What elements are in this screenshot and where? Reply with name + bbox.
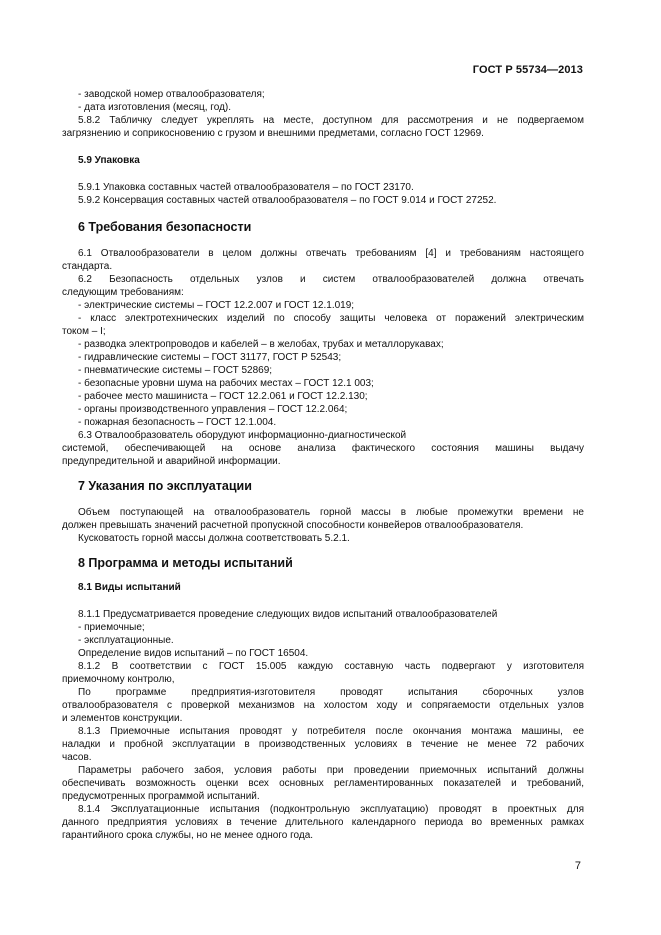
paragraph-line: данного предприятия условиях в течение длительного календарного периода во временных рамках xyxy=(62,817,584,828)
list-item: - электрические системы – ГОСТ 12.2.007 и ГОСТ 12.1.019; xyxy=(78,300,355,311)
paragraph-line: Определение видов испытаний – по ГОСТ 16504. xyxy=(78,648,309,659)
subsection-heading: 8.1 Виды испытаний xyxy=(78,582,181,593)
paragraph-line: загрязнению и соприкосновению с грузом и внешними предметами, согласно ГОСТ 12969. xyxy=(62,128,484,139)
page-body xyxy=(62,88,584,842)
paragraph-line: 8.1.1 Предусматривается проведение следующих видов испытаний отвалообразователей xyxy=(78,609,498,620)
paragraph-line: приемочному контролю, xyxy=(62,674,175,685)
paragraph-line: 5.9.1 Упаковка составных частей отвалообразователя – по ГОСТ 23170. xyxy=(78,182,414,193)
list-item: - эксплуатационные. xyxy=(78,635,174,646)
paragraph-line: 8.1.4 Эксплуатационные испытания (подконтрольную эксплуатацию) проводят в проектных для xyxy=(78,804,584,815)
paragraph-line: отвалообразователя с проверкой механизмов на холостом ходу и сопрягаемости отдельных узлов xyxy=(62,700,584,711)
paragraph-line: и элементов конструкции. xyxy=(62,713,183,724)
paragraph-line: наладки и пробной эксплуатации в производственных условиях в течение не менее 72 рабочих xyxy=(62,739,584,750)
paragraph-line: током – I; xyxy=(62,326,106,337)
paragraph-line: стандарта. xyxy=(62,261,113,272)
list-item: - органы производственного управления – ГОСТ 12.2.064; xyxy=(78,404,348,415)
paragraph-line: предупредительной и аварийной информации. xyxy=(62,456,281,467)
paragraph-line: часов. xyxy=(62,752,92,763)
section-heading: 8 Программа и методы испытаний xyxy=(78,556,293,570)
list-item: - заводской номер отвалообразователя; xyxy=(78,89,265,100)
paragraph-line: 6.3 Отвалообразователь оборудуют информационно-диагностической xyxy=(78,430,407,441)
paragraph-line: предусмотренных программой испытаний. xyxy=(62,791,260,802)
paragraph-line: обеспечивать возможность оценки всех основных регламентированных показателей и требований, xyxy=(62,778,584,789)
paragraph-line: По программе предприятия-изготовителя проводят испытания сборочных узлов xyxy=(78,687,584,698)
section-heading: 7 Указания по эксплуатации xyxy=(78,479,252,493)
list-item: - пневматические системы – ГОСТ 52869; xyxy=(78,365,273,376)
section-heading: 6 Требования безопасности xyxy=(78,220,252,234)
subsection-heading: 5.9 Упаковка xyxy=(78,155,140,166)
list-item: - класс электротехнических изделий по способу защиты человека от поражений электрическим xyxy=(78,313,584,324)
paragraph-line: Параметры рабочего забоя, условия работы при проведении приемочных испытаний должны xyxy=(78,765,584,776)
paragraph-line: гарантийного срока службы, но не менее одного года. xyxy=(62,830,314,841)
paragraph-line: 5.9.2 Консервация составных частей отвалообразователя – по ГОСТ 9.014 и ГОСТ 27252. xyxy=(78,195,497,206)
paragraph-line: должен превышать значений расчетной пропускной способности конвейеров отвалообразователя. xyxy=(62,520,524,531)
page-number: 7 xyxy=(574,860,581,872)
document-code-header: ГОСТ Р 55734—2013 xyxy=(472,64,583,76)
paragraph-line: 5.8.2 Табличку следует укреплять на месте, доступном для рассмотрения и не подвергаемом xyxy=(78,115,584,126)
list-item: - безопасные уровни шума на рабочих местах – ГОСТ 12.1 003; xyxy=(78,378,374,389)
list-item: - пожарная безопасность – ГОСТ 12.1.004. xyxy=(78,417,277,428)
paragraph-line: 6.2 Безопасность отдельных узлов и систем отвалообразователей должна отвечать xyxy=(78,274,584,285)
list-item: - рабочее место машиниста – ГОСТ 12.2.061 и ГОСТ 12.2.130; xyxy=(78,391,368,402)
list-item: - дата изготовления (месяц, год). xyxy=(78,102,232,113)
paragraph-line: 8.1.3 Приемочные испытания проводят у потребителя после окончания монтажа машины, ее xyxy=(78,726,584,737)
list-item: - гидравлические системы – ГОСТ 31177, ГОСТ Р 52543; xyxy=(78,352,342,363)
paragraph-line: Кусковатость горной массы должна соответствовать 5.2.1. xyxy=(78,533,350,544)
paragraph-line: следующим требованиям: xyxy=(62,287,184,298)
paragraph-line: Объем поступающей на отвалообразователь горной массы в любые промежутки времени не xyxy=(78,507,584,518)
list-item: - разводка электропроводов и кабелей – в желобах, трубах и металлорукавах; xyxy=(78,339,444,350)
paragraph-line: 8.1.2 В соответствии с ГОСТ 15.005 каждую составную часть подвергают у изготовителя xyxy=(78,661,584,672)
paragraph-line: системой, обеспечивающей на основе анализа фактического состояния машины выдачу xyxy=(62,443,584,454)
paragraph-line: 6.1 Отвалообразователи в целом должны отвечать требованиям [4] и требованиям настоящего xyxy=(78,248,584,259)
list-item: - приемочные; xyxy=(78,622,145,633)
